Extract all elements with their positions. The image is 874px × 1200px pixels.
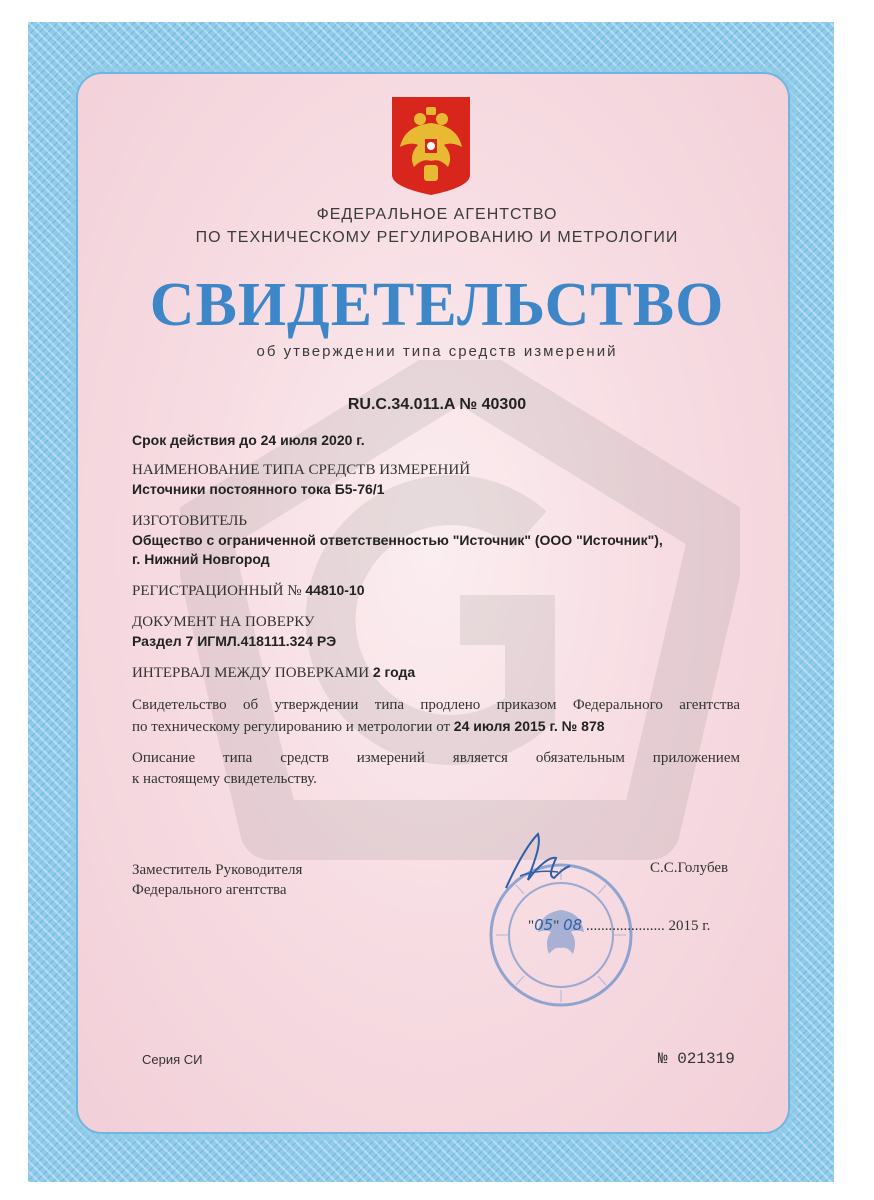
date-dots: ..................... <box>585 918 665 934</box>
series-label: Серия СИ <box>142 1052 203 1067</box>
validity-value: 24 июля 2020 г. <box>260 432 365 448</box>
extension-line-2-text: по техническому регулированию и метрологии от <box>132 719 451 735</box>
extension-line-1: Свидетельство об утверждении типа продлено приказом Федерального агентства <box>132 697 740 713</box>
verification-document-label: ДОКУМЕНТ НА ПОВЕРКУ <box>132 614 315 630</box>
agency-name-line-2: ПО ТЕХНИЧЕСКОМУ РЕГУЛИРОВАНИЮ И МЕТРОЛОГИИ <box>195 229 679 246</box>
signatory-position <box>132 860 302 900</box>
registration-number-label: РЕГИСТРАЦИОННЫЙ № <box>132 583 302 599</box>
validity-row <box>132 432 365 448</box>
manufacturer-name: Общество с ограниченной ответственностью "Источник" (ООО "Источник"), <box>132 532 663 548</box>
date-year: 2015 г. <box>668 918 711 934</box>
extension-line-2 <box>132 716 740 738</box>
registration-code: RU.C.34.011.A № 40300 <box>347 396 527 413</box>
manufacturer-city: г. Нижний Новгород <box>132 551 270 567</box>
signatory-position-line-1: Заместитель Руководителя <box>132 862 303 878</box>
manufacturer-label: ИЗГОТОВИТЕЛЬ <box>132 513 248 529</box>
handwritten-signature-icon <box>498 826 578 896</box>
measuring-type-label: НАИМЕНОВАНИЕ ТИПА СРЕДСТВ ИЗМЕРЕНИЙ <box>132 462 471 478</box>
document-title: СВИДЕТЕЛЬСТВО <box>149 271 725 339</box>
description-line-1: Описание типа средств измерений является обязательным приложением <box>132 750 740 766</box>
issue-date <box>528 916 710 935</box>
form-number: № 021319 <box>658 1050 735 1068</box>
registration-number-value: 44810-10 <box>305 582 365 598</box>
date-open-quote: " <box>528 918 535 934</box>
date-close-quote: " <box>553 918 560 934</box>
verification-document-value: Раздел 7 ИГМЛ.418111.324 РЭ <box>132 633 337 649</box>
date-month: 08 <box>563 916 583 934</box>
verification-interval-value: 2 года <box>372 664 416 680</box>
verification-interval-label: ИНТЕРВАЛ МЕЖДУ ПОВЕРКАМИ <box>132 665 370 681</box>
russian-coat-of-arms-icon <box>390 95 472 197</box>
validity-label: Срок действия до <box>132 432 257 448</box>
document-subtitle: об утверждении типа средств измерений <box>256 343 618 360</box>
signatory-position-line-2: Федерального агентства <box>132 882 287 898</box>
verification-interval-row <box>132 664 415 682</box>
description-line-2: к настоящему свидетельству. <box>132 771 317 787</box>
registration-number-row <box>132 582 365 600</box>
agency-name-line-1: ФЕДЕРАЛЬНОЕ АГЕНТСТВО <box>316 206 558 223</box>
signatory-name: С.С.Голубев <box>650 860 729 876</box>
extension-order: 24 июля 2015 г. № 878 <box>453 718 605 734</box>
measuring-type-value: Источники постоянного тока Б5-76/1 <box>132 481 385 497</box>
date-day: 05 <box>534 916 554 934</box>
